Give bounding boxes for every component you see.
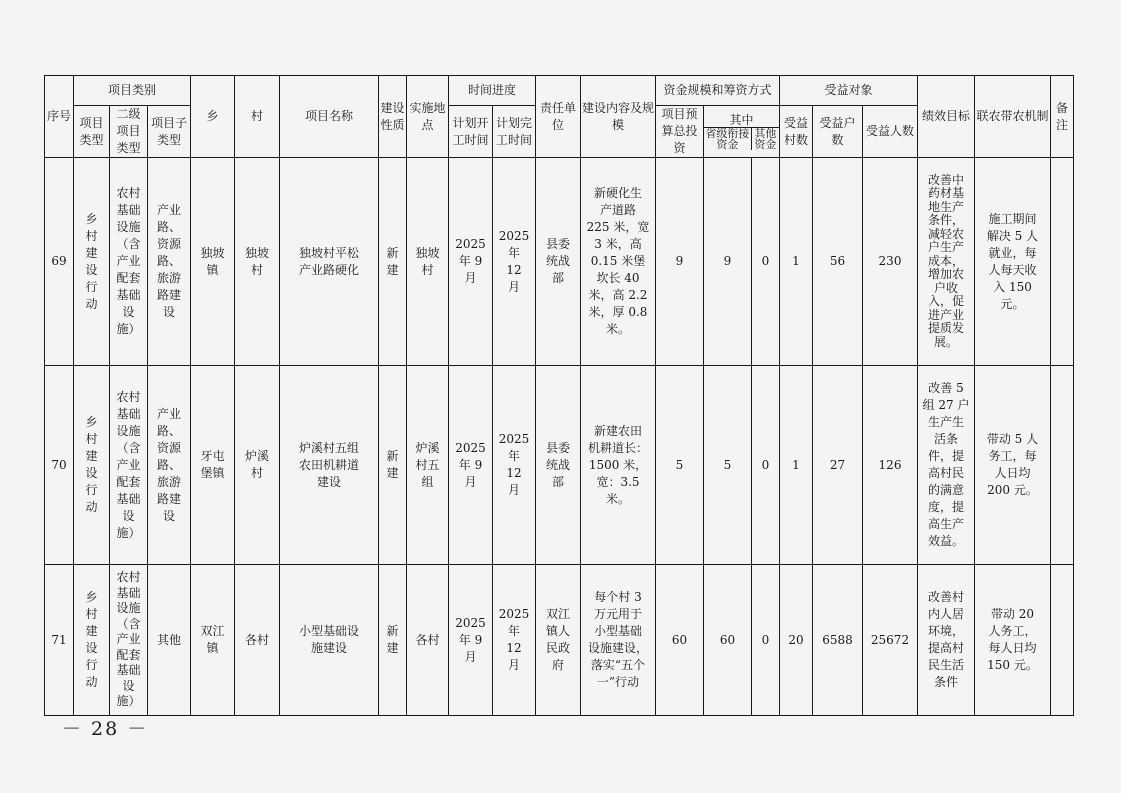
cell-dept: 双江 镇人 民政 府 <box>536 565 581 716</box>
cell-type: 乡 村 建 设 行 动 <box>74 366 110 565</box>
header-seq: 序号 <box>45 76 74 158</box>
cell-subtype2: 农村 基础 设施 （含 产业 配套 基础 设 施） <box>110 565 148 716</box>
cell-budget: 5 <box>656 366 704 565</box>
cell-name: 独坡村平松 产业路硬化 <box>280 158 379 366</box>
cell-township: 牙屯 堡镇 <box>191 366 235 565</box>
header-dept: 责任单位 <box>536 76 581 158</box>
table-row <box>45 565 1074 716</box>
cell-budget: 9 <box>656 158 704 366</box>
header-nature: 建设性质 <box>379 76 407 158</box>
cell-linkage: 施工期间 解决 5 人 就业，每 人每天收 入 150 元。 <box>975 158 1051 366</box>
header-start: 计划开工时间 <box>449 106 493 158</box>
cell-name: 炉溪村五组 农田机耕道 建设 <box>280 366 379 565</box>
cell-subtype: 产业 路、 资源 路、 旅游 路建 设 <box>148 158 191 366</box>
cell-provincial: 9 <box>704 158 752 366</box>
cell-ben-people: 230 <box>863 158 918 366</box>
cell-start: 2025 年 9 月 <box>449 366 493 565</box>
header-budget: 项目预算总投资 <box>656 106 704 158</box>
header-ben-villages: 受益村数 <box>780 106 813 158</box>
header-provincial: 省级衔接资金 <box>704 128 752 150</box>
project-table <box>44 75 1074 716</box>
cell-name: 小型基础设 施建设 <box>280 565 379 716</box>
cell-ben-households: 56 <box>813 158 863 366</box>
cell-dept: 县委 统战 部 <box>536 366 581 565</box>
cell-content: 新硬化生 产道路 225 米，宽 3 米，高 0.15 米堡 坎长 40 米，高 2.2 米，厚 0.8 米。 <box>581 158 656 366</box>
header-linkage: 联农带农机制 <box>975 76 1051 158</box>
cell-end: 2025 年 12 月 <box>493 366 536 565</box>
cell-ben-people: 126 <box>863 366 918 565</box>
cell-end: 2025 年 12 月 <box>493 158 536 366</box>
cell-township: 独坡 镇 <box>191 158 235 366</box>
cell-seq: 69 <box>45 158 74 366</box>
header-goal: 绩效目标 <box>918 76 975 158</box>
cell-goal: 改善中 药材基 地生产 条件， 减轻农 户生产 成本， 增加农 户收 入，促 进产业 提质发 展。 <box>918 158 975 366</box>
header-subtype2: 二级项目类型 <box>110 106 148 158</box>
cell-remark <box>1051 366 1074 565</box>
header-ben-households: 受益户数 <box>813 106 863 158</box>
cell-budget: 60 <box>656 565 704 716</box>
cell-ben-households: 27 <box>813 366 863 565</box>
cell-end: 2025 年 12 月 <box>493 565 536 716</box>
cell-goal: 改善村 内人居 环境， 提高村 民生活 条件 <box>918 565 975 716</box>
cell-village: 各村 <box>235 565 280 716</box>
cell-township: 双江 镇 <box>191 565 235 716</box>
cell-nature: 新 建 <box>379 158 407 366</box>
header-subtype: 项目子类型 <box>148 106 191 158</box>
cell-seq: 71 <box>45 565 74 716</box>
cell-other: 0 <box>752 158 780 366</box>
cell-ben-villages: 1 <box>780 366 813 565</box>
cell-location: 各村 <box>407 565 449 716</box>
cell-linkage: 带动 5 人 务工，每 人日均 200 元。 <box>975 366 1051 565</box>
header-remark: 备注 <box>1051 76 1074 158</box>
cell-content: 新建农田 机耕道长： 1500 米， 宽：3.5 米。 <box>581 366 656 565</box>
header-schedule: 时间进度 <box>449 76 536 106</box>
cell-provincial: 60 <box>704 565 752 716</box>
cell-provincial: 5 <box>704 366 752 565</box>
cell-linkage: 带动 20 人务工， 每人日均 150 元。 <box>975 565 1051 716</box>
cell-remark <box>1051 565 1074 716</box>
header-name: 项目名称 <box>280 76 379 158</box>
header-beneficiary: 受益对象 <box>780 76 918 106</box>
cell-location: 炉溪 村五 组 <box>407 366 449 565</box>
cell-subtype2: 农村 基础 设施 （含 产业 配套 基础 设 施） <box>110 158 148 366</box>
cell-goal: 改善 5 组 27 户 生产生 活条 件，提 高村民 的满意 度，提 高生产 效益。 <box>918 366 975 565</box>
cell-seq: 70 <box>45 366 74 565</box>
cell-nature: 新 建 <box>379 366 407 565</box>
cell-type: 乡 村 建 设 行 动 <box>74 158 110 366</box>
cell-other: 0 <box>752 366 780 565</box>
cell-other: 0 <box>752 565 780 716</box>
cell-type: 乡 村 建 设 行 动 <box>74 565 110 716</box>
cell-village: 独坡 村 <box>235 158 280 366</box>
header-content: 建设内容及规模 <box>581 76 656 158</box>
table-row <box>45 158 1074 366</box>
header-among: 其中 <box>704 113 779 128</box>
cell-ben-villages: 20 <box>780 565 813 716</box>
header-village: 村 <box>235 76 280 158</box>
page-number: － 28 － <box>62 718 149 740</box>
cell-start: 2025 年 9 月 <box>449 565 493 716</box>
header-type: 项目类型 <box>74 106 110 158</box>
header-funds: 资金规模和筹资方式 <box>656 76 780 106</box>
header-category: 项目类别 <box>74 76 191 106</box>
cell-subtype2: 农村 基础 设施 （含 产业 配套 基础 设 施） <box>110 366 148 565</box>
cell-content: 每个村 3 万元用于 小型基础 设施建设， 落实“五个 一”行动 <box>581 565 656 716</box>
cell-ben-households: 6588 <box>813 565 863 716</box>
cell-dept: 县委 统战 部 <box>536 158 581 366</box>
cell-subtype: 产业 路、 资源 路、 旅游 路建 设 <box>148 366 191 565</box>
header-ben-people: 受益人数 <box>863 106 918 158</box>
cell-remark <box>1051 158 1074 366</box>
cell-location: 独坡 村 <box>407 158 449 366</box>
header-township: 乡 <box>191 76 235 158</box>
header-location: 实施地点 <box>407 76 449 158</box>
header-end: 计划完工时间 <box>493 106 536 158</box>
cell-ben-villages: 1 <box>780 158 813 366</box>
cell-ben-people: 25672 <box>863 565 918 716</box>
cell-village: 炉溪 村 <box>235 366 280 565</box>
cell-subtype: 其他 <box>148 565 191 716</box>
header-other: 其他资金 <box>754 127 777 151</box>
cell-start: 2025 年 9 月 <box>449 158 493 366</box>
table-row <box>45 366 1074 565</box>
cell-nature: 新 建 <box>379 565 407 716</box>
